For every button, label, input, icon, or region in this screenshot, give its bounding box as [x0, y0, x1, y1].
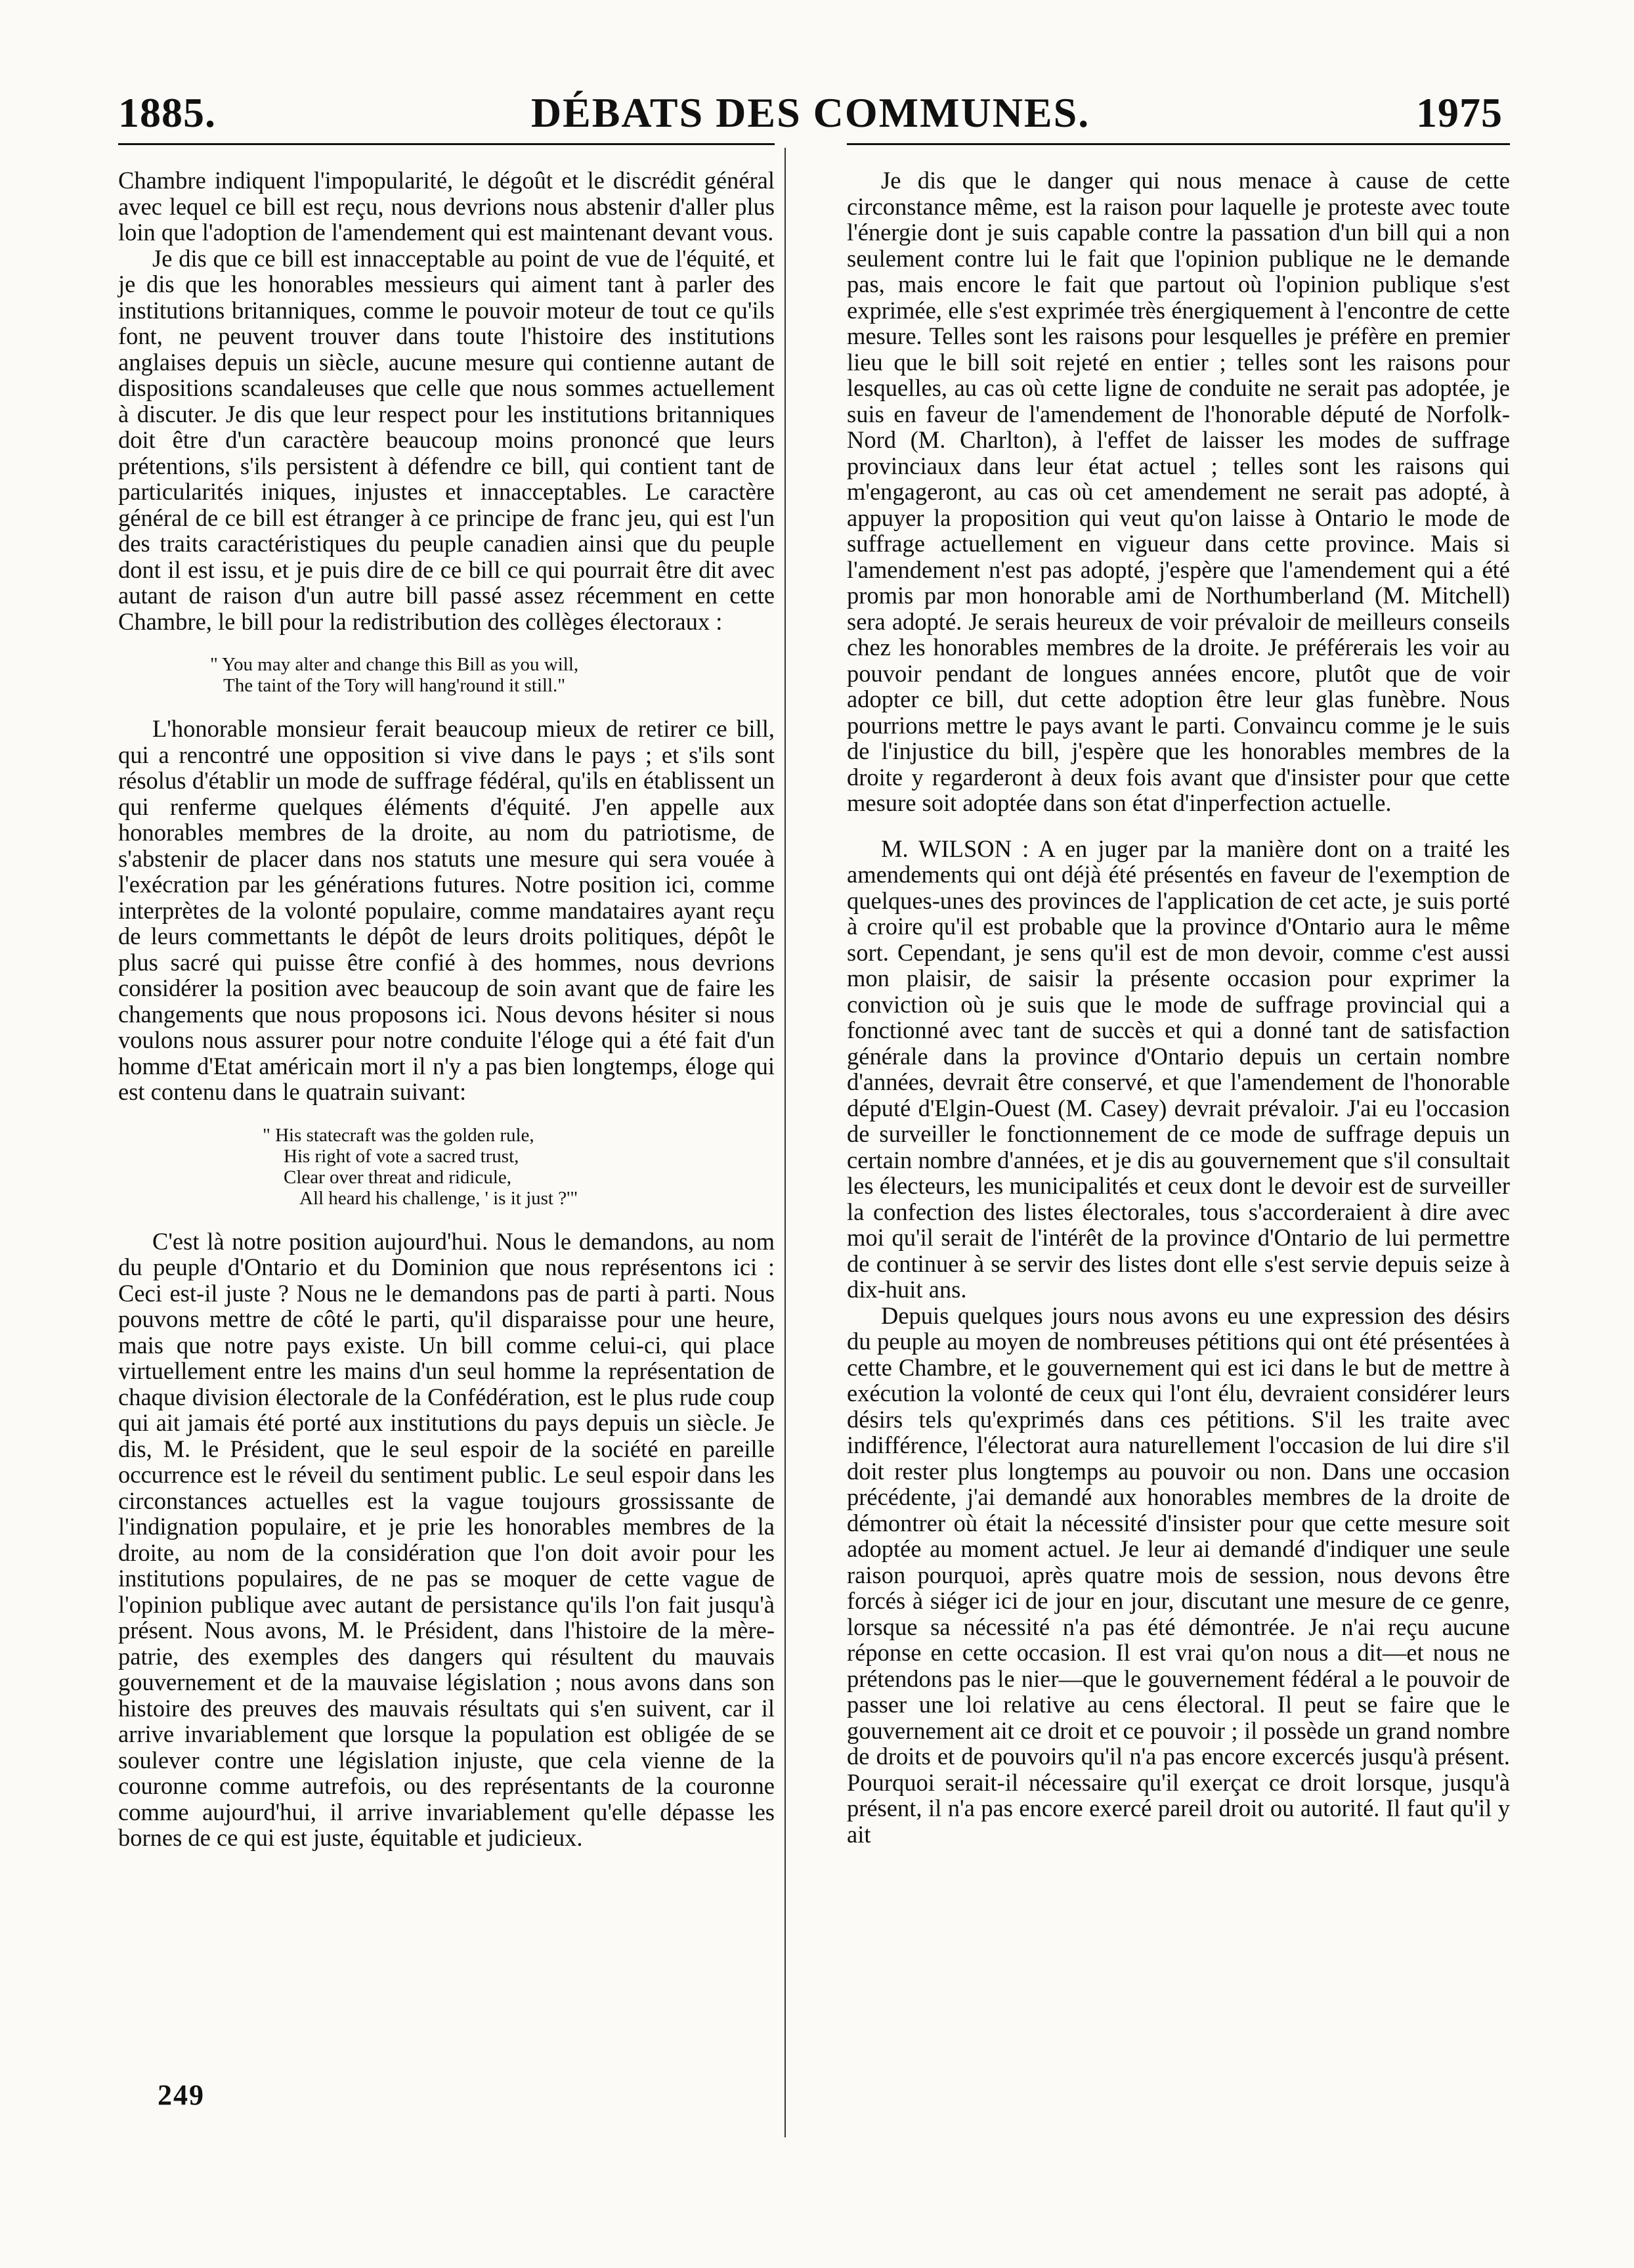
speaker-name: M. WILSON :: [881, 835, 1029, 862]
left-paragraph-4: C'est là notre position aujourd'hui. Nous le demandons, au nom du peuple d'Ontario et du Dominion que nous représentons ici : Ceci est-il juste ? Nous ne le demandons pas de parti à parti. Nous pouvons mettre de côté le parti, qu'il disparaisse pour une heure, mais que notre pays existe. Un bill comme celui-ci, qui place virtuellement entre les mains d'un seul homme la représentation de chaque division électorale de la Confédération, est le plus rude coup qui ait jamais été porté aux institutions du pays depuis un siècle. Je dis, M. le Président, que le seul espoir de la société en pareille occurrence est le réveil du sentiment public. Le seul espoir dans les circonstances actuelles est la vague toujours grossissante de l'indignation populaire, et je prie les honorables membres de la droite, au nom de la considération que l'on doit avoir pour les institutions populaires, de ne pas se moquer de cette vague de l'opinion publique avec autant de persistance qu'ils l'on fait jusqu'à présent. Nous avons, M. le Président, dans l'histoire de la mère-patrie, des exemples des dangers qui résultent du mauvais gouvernement et de la mauvaise législation ; nous avons dans son histoire des preuves des mauvais résultats qui s'en suivent, car il arrive invariablement que lorsque la population est obligée de se soulever contre une législation injuste, que cela vienne de la couronne comme autrefois, ou des représentants de la couronne comme aujourd'hui, il arrive invariablement qu'elle dépasse les bornes de ce qui est juste, équitable et judicieux.: [118, 1227, 775, 1851]
left-column: [118, 167, 775, 1851]
verse-quote-1: [118, 654, 775, 696]
verse-2-line-3: Clear over threat and ridicule,: [284, 1166, 512, 1188]
left-paragraph-3: L'honorable monsieur ferait beaucoup mieux de retirer ce bill, qui a rencontré une opposition si vive dans le pays ; et s'ils sont résolus d'établir un mode de suffrage fédéral, qu'ils en établissent un qui renferme quelques éléments d'équité. J'en appelle aux honorables membres de la droite, au nom du patriotisme, de s'abstenir de placer dans nos statuts une mesure qui sera vouée à l'exécration par les générations futures. Notre position ici, comme interprètes de la volonté populaire, comme mandataires ayant reçu de leurs commettants le dépôt de leurs droits politiques, dépôt le plus sacré qui puisse être confié à des hommes, nous devrions considérer la position avec beaucoup de soin avant que de faire les changements que nous proposons ici. Nous devons hésiter si nous voulons nous assurer pour notre conduite l'éloge qui a été fait d'un homme d'Etat américain mort il n'y a pas bien longtemps, éloge qui est contenu dans le quatrain suivant:: [118, 715, 775, 1105]
verse-2-line-4: All heard his challenge, ' is it just ?'": [299, 1187, 578, 1209]
page-header: [118, 87, 1503, 146]
verse-1-line-1: " You may alter and change this Bill as you will,: [210, 654, 579, 675]
right-paragraph-1: Je dis que le danger qui nous menace à cause de cette circonstance même, est la raison pour laquelle je proteste avec toute l'énergie dont je suis capable contre la passation d'un bill qui a non seulement contre lui le fait que l'opinion publique ne le demande pas, mais encore le fait que partout où l'opinion publique s'est exprimée, elle s'est exprimée très énergiquement à l'encontre de cette mesure. Telles sont les raisons pour lesquelles je préfère en premier lieu que le bill soit rejeté en entier ; telles sont les raisons pour lesquelles, au cas où cette ligne de conduite ne serait pas adoptée, je suis en faveur de l'amendement de l'honorable député de Norfolk-Nord (M. Charlton), à l'effet de laisser les modes de suffrage provinciaux dans leur état actuel ; telles sont les raisons qui m'engageront, au cas où cet amendement ne serait pas adopté, à appuyer la proposition qui veut qu'on laisse à Ontario le mode de suffrage actuellement en vigueur dans cette province. Mais si l'amendement n'est pas adopté, j'espère que l'amendement qui a été promis par mon honorable ami de Northumberland (M. Mitchell) sera adopté. Je serais heureux de voir prévaloir de meilleurs conseils chez les honorables membres de la droite. Je préférerais les voir au pouvoir pendant de longues années encore, plutôt que de voir adopter ce bill, dut cette adoption être leur glas funèbre. Nous pourrions mettre le pays avant le parti. Convaincu comme je le suis de l'injustice du bill, j'espère que les honorables membres de la droite y regarderont à deux fois avant que d'insister pour que cette mesure soit adoptée dans son état d'inperfection actuelle.: [847, 167, 1510, 816]
header-rule-right: [847, 143, 1510, 145]
column-divider: [785, 148, 786, 2137]
verse-1-line-2: The taint of the Tory will hang'round it still.": [223, 675, 566, 696]
right-paragraph-2: [847, 836, 1510, 1303]
signature-mark: 249: [158, 2079, 205, 2111]
verse-2-line-1: " His statecraft was the golden rule,: [263, 1124, 534, 1146]
left-paragraph-2: Je dis que ce bill est innacceptable au point de vue de l'équité, et je dis que les honorables messieurs qui aiment tant à parler des institutions britanniques, comme le pouvoir moteur de tout ce qu'ils font, ne peuvent trouver dans toute l'histoire des institutions anglaises depuis un siècle, aucune mesure qui contienne autant de dispositions scandaleuses que celle que nous sommes actuellement à discuter. Je dis que leur respect pour les institutions britanniques doit être d'un caractère beaucoup moins prononcé que leurs prétentions, s'ils persistent à défendre ce bill, qui contient tant de particularités iniques, injustes et innacceptables. Le caractère général de ce bill est étranger à ce principe de franc jeu, qui est l'un des traits caractéristiques du peuple canadien ainsi que du peuple dont il est issu, et je puis dire de ce bill ce qui pourrait être dit avec autant de raison d'un autre bill passé assez récemment en cette Chambre, le bill pour la redistribution des collèges électoraux :: [118, 244, 775, 635]
header-page-number: 1975: [1416, 89, 1503, 136]
right-column: [847, 167, 1510, 1847]
header-title: DÉBATS DES COMMUNES.: [530, 89, 1090, 136]
verse-quote-2: [118, 1125, 775, 1209]
header-year: 1885.: [118, 89, 216, 136]
left-paragraph-1: Chambre indiquent l'impopularité, le dégoût et le discrédit général avec lequel ce bill est reçu, nous devrions nous abstenir d'aller plus loin que l'adoption de l'amendement qui est maintenant devant vous.: [118, 167, 775, 246]
right-paragraph-3: Depuis quelques jours nous avons eu une expression des désirs du peuple au moyen de nombreuses pétitions qui ont été présentées à cette Chambre, et le gouvernement qui est ici dans le but de mettre à exécution la volonté de ceux qui l'ont élu, devraient considérer leurs désirs tels qu'exprimés dans ces pétitions. S'il les traite avec indifférence, l'électorat aura naturellement l'occasion de lui dire s'il doit rester plus longtemps au pouvoir ou non. Dans une occasion précédente, j'ai demandé aux honorables membres de la droite de démontrer où était la nécessité d'insister pour que cette mesure soit adoptée au moment actuel. Je leur ai demandé d'indiquer une seule raison pourquoi, après quatre mois de session, nous devons être forcés à siéger ici de jour en jour, discutant une mesure de ce genre, lorsque sa nécessité n'a pas été démontrée. Je n'ai reçu aucune réponse en cette occasion. Il est vrai qu'on nous a dit—et nous ne prétendons pas le nier—que le gouvernement fédéral a le pouvoir de passer une loi relative au cens électoral. Il peut se faire que le gouvernement ait ce droit et ce pouvoir ; il possède un grand nombre de droits et de pouvoirs qu'il n'a pas encore excercés jusqu'à présent. Pourquoi serait-il nécessaire qu'il exerçat ce droit lorsque, jusqu'à présent, il n'a pas encore exercé pareil droit ou autorité. Il faut qu'il y ait: [847, 1301, 1510, 1848]
header-rule-left: [118, 143, 775, 145]
right-paragraph-2-text: A en juger par la manière dont on a traité les amendements qui ont déjà été présentés en faveur de l'exemption de quelques-unes des provinces de l'application de cet acte, je suis porté à croire qu'il est probable que la province d'Ontario aura le même sort. Cependant, je sens qu'il est de mon devoir, comme c'est aussi mon plaisir, de saisir la présente occasion pour exprimer la conviction où je suis que le mode de suffrage provincial qui a fonctionné avec tant de succès et qui a donné tant de satisfaction générale dans la province d'Ontario depuis un certain nombre d'années, devrait être conservé, et que l'amendement de l'honorable député d'Elgin-Ouest (M. Casey) devrait prévaloir. J'ai eu l'occasion de surveiller le fonctionnement de ce mode de suffrage depuis un certain nombre d'années, et je dis au gouvernement que s'il consultait les électeurs, les municipalités et ceux dont le devoir est de surveiller la confection des listes électorales, tous s'accorderaient à dire avec moi qu'il serait de l'intérêt de la province d'Ontario de lui permettre de continuer à se servir des listes dont elle s'est servie depuis seize à dix-huit ans.: [847, 835, 1510, 1303]
verse-2-line-2: His right of vote a sacred trust,: [284, 1145, 519, 1167]
